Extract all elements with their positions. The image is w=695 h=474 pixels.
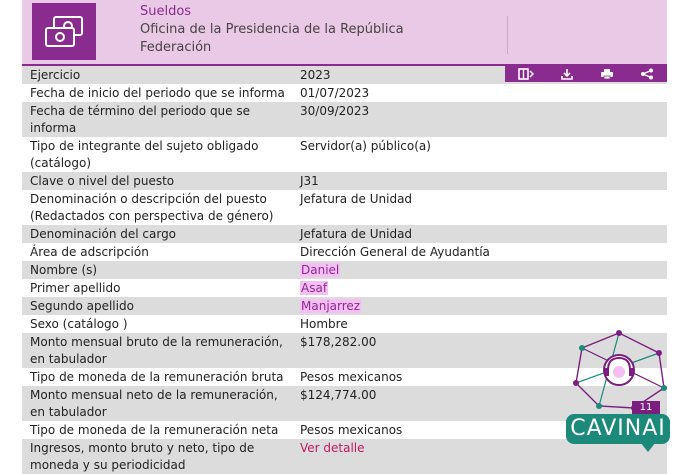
field-value-cell (292, 137, 667, 172)
field-value-cell (292, 190, 667, 225)
field-label: Área de adscripción (22, 243, 292, 261)
field-value-cell (292, 297, 667, 315)
field-label: Denominación del cargo (22, 225, 292, 243)
view-detail-link[interactable]: Ver detalle (300, 441, 365, 455)
table-row (22, 84, 667, 102)
table-row (22, 297, 667, 315)
notification-badge: 11 (632, 401, 660, 414)
field-value: Pesos mexicanos (300, 423, 403, 437)
table-row (22, 225, 667, 243)
field-value: 01/07/2023 (300, 86, 370, 100)
field-label: Monto mensual neto de la remuneración, en tabulador (22, 386, 292, 421)
table-row (22, 243, 667, 261)
field-label: Tipo de integrante del sujeto obligado (catálogo) (22, 137, 292, 172)
field-value: Dirección General de Ayudantía (300, 245, 490, 259)
field-label: Tipo de moneda de la remuneración neta (22, 421, 292, 439)
page-title: Sueldos (140, 4, 192, 19)
table-row (22, 261, 667, 279)
field-value: Jefatura de Unidad (300, 192, 413, 206)
columns-icon[interactable] (518, 68, 534, 80)
assistant-launcher[interactable]: CAVINAI (566, 414, 670, 444)
header-banner (22, 0, 667, 64)
download-icon[interactable] (560, 68, 574, 80)
highlighted-value: Manjarrez (301, 299, 361, 313)
assistant-launcher-tail (640, 442, 656, 452)
table-row (22, 172, 667, 190)
field-label: Segundo apellido (22, 297, 292, 315)
page-subtitle: Oficina de la Presidencia de la República (140, 22, 404, 37)
print-icon[interactable] (600, 68, 614, 80)
field-value: $124,774.00 (300, 388, 377, 402)
page-section: Federación (140, 40, 212, 55)
field-label: Tipo de moneda de la remuneración bruta (22, 368, 292, 386)
field-label: Sexo (catálogo ) (22, 315, 292, 333)
action-toolbar (505, 65, 667, 82)
field-label: Primer apellido (22, 279, 292, 297)
field-value: $178,282.00 (300, 335, 377, 349)
field-value-cell (292, 261, 667, 279)
field-value: 30/09/2023 (300, 104, 370, 118)
field-value-cell (292, 225, 667, 243)
field-value-cell (292, 243, 667, 261)
field-value: 2023 (300, 68, 331, 82)
field-label: Fecha de inicio del periodo que se informa (22, 84, 292, 102)
table-row (22, 279, 667, 297)
field-label: Denominación o descripción del puesto (Redactados con perspectiva de género) (22, 190, 292, 225)
field-value: Servidor(a) público(a) (300, 139, 431, 153)
field-value: Hombre (300, 317, 348, 331)
table-row (22, 137, 667, 172)
table-row (22, 102, 667, 137)
field-value-cell (292, 102, 667, 137)
field-value-cell (292, 172, 667, 190)
field-value: Pesos mexicanos (300, 370, 403, 384)
table-row (22, 190, 667, 225)
field-label: Ingresos, monto bruto y neto, tipo de moneda y su periodicidad (22, 439, 292, 474)
field-label: Fecha de término del periodo que se informa (22, 102, 292, 137)
header-divider (507, 16, 508, 54)
field-value-cell (292, 279, 667, 297)
share-icon[interactable] (640, 68, 654, 80)
money-bills-icon (32, 3, 96, 60)
field-label: Monto mensual bruto de la remuneración, en tabulador (22, 333, 292, 368)
field-label: Nombre (s) (22, 261, 292, 279)
field-value-cell (292, 84, 667, 102)
highlighted-value: Asaf (301, 281, 328, 295)
highlighted-value: Daniel (301, 263, 340, 277)
field-label: Ejercicio (22, 66, 292, 84)
field-value: Jefatura de Unidad (300, 227, 413, 241)
field-label: Clave o nivel del puesto (22, 172, 292, 190)
field-value: J31 (300, 174, 319, 188)
